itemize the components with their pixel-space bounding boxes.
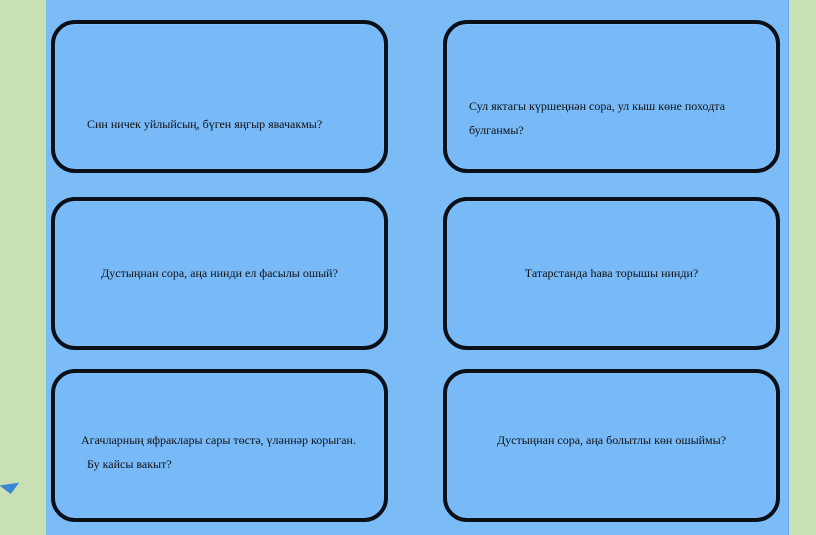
corner-triangle-icon bbox=[0, 483, 21, 496]
question-card-2-line-2: булганмы? bbox=[469, 123, 524, 137]
question-card-6[interactable] bbox=[443, 369, 780, 522]
question-card-3-line-1: Дустыңнан сора, аңа нинди ел фасылы ошый? bbox=[101, 266, 338, 280]
question-card-4[interactable] bbox=[443, 197, 780, 350]
question-card-1-line-1: Син ничек уйлыйсың, бүген яңгыр явачакмы? bbox=[87, 117, 323, 131]
question-card-3[interactable] bbox=[51, 197, 388, 350]
question-card-5-line-1: Агачларның яфраклары сары төстә, үләннәр корыган. bbox=[81, 433, 356, 447]
question-card-6-line-1: Дустыңнан сора, аңа болытлы көн ошыймы? bbox=[496, 433, 727, 447]
question-card-5[interactable] bbox=[51, 369, 388, 522]
question-card-2[interactable] bbox=[443, 20, 780, 173]
question-card-5-line-2: Бу кайсы вакыт? bbox=[87, 457, 172, 471]
question-card-2-line-1: Сул яктагы күршеңнән сора, ул кыш көне походта bbox=[469, 99, 726, 113]
question-card-1[interactable] bbox=[51, 20, 388, 173]
question-card-4-line-1: Татарстанда һава торышы нинди? bbox=[524, 266, 699, 280]
